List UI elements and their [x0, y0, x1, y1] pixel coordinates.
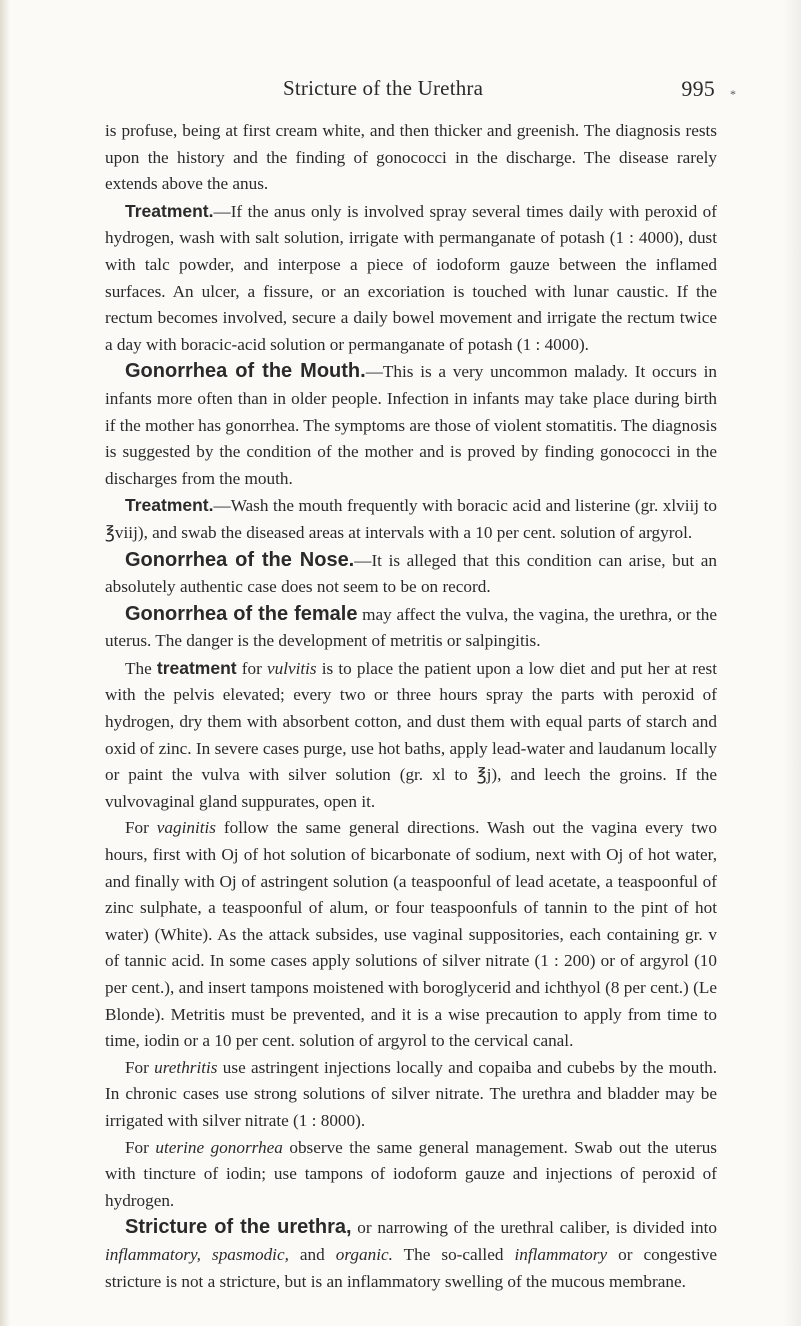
paragraph-text: or narrowing of the urethral caliber, is divided into [351, 1218, 717, 1238]
run-in-heading: Gonorrhea of the female [125, 602, 358, 625]
paragraph-text: use astringent injections locally and copaiba and cubebs by the mouth. In chronic cases use strong solutions of silver nitrate. The urethra and bladder may be irrigated with silver nitrate (1 : 8000). [105, 1057, 717, 1130]
paragraph [105, 198, 717, 359]
paragraph-text: For [125, 1057, 155, 1077]
paragraph-text: The [125, 658, 157, 678]
paragraph [105, 1055, 717, 1135]
margin-mark: * [730, 87, 736, 101]
run-in-heading: Stricture of the urethra, [125, 1216, 352, 1239]
paragraph-text: —If the anus only is involved spray several times daily with peroxid of hydrogen, wash with salt solution, irrigate with permanganate of potash (1 : 4000), dust with talc powder, and interpose a piece of iodoform gauze between the inflamed surfaces. An ulcer, a fissure, or an excoriation is touched with lunar caustic. If the rectum becomes involved, secure a daily bowel movement and irrigate the rectum twice a day with boracic-acid solution or permanganate of potash (1 : 4000). [105, 201, 717, 354]
page-edge-shadow [783, 0, 801, 1326]
paragraph [105, 655, 717, 816]
run-in-heading: Treatment. [125, 200, 214, 221]
running-title: Stricture of the Urethra [283, 76, 484, 100]
paragraph [105, 118, 717, 198]
paragraph-text: —Wash the mouth frequently with boracic acid and listerine (gr. xlviij to ℥viij), and swab the diseased areas at intervals with a 10 per cent. solution of argyrol. [105, 496, 717, 542]
paragraph-text: For [125, 1137, 156, 1157]
page-number: 995 [681, 76, 715, 101]
paragraph-text: may affect the vulva, the vagina, the urethra, or the uterus. The danger is the development of metritis or salpingitis. [105, 604, 717, 651]
italic-term: vaginitis [156, 818, 216, 838]
paragraph-text: The so-called [392, 1244, 515, 1264]
italic-term: urethritis [154, 1057, 218, 1077]
paragraph [105, 358, 717, 492]
body-text [105, 118, 717, 1295]
paragraph-text: is to place the patient upon a low diet and put her at rest with the pelvis elevated; every two or three hours spray the parts with peroxid of hydrogen, dry them with absorbent cotton, and dust them with equal parts of starch and oxid of zinc. In severe cases purge, use hot baths, apply lead-water and laudanum locally or paint the vulva with silver solution (gr. xl to ℥j), and leech the groins. If the vulvovaginal gland suppurates, open it. [105, 658, 718, 811]
paragraph-text: observe the same general management. Swab out the uterus with tincture of iodin; use tampons of iodoform gauze and injections of peroxid of hydrogen. [105, 1137, 717, 1210]
italic-term: inflammatory [514, 1244, 608, 1264]
paragraph-text: follow the same general directions. Wash out the vagina every two hours, first with Oj of hot solution of bicarbonate of sodium, next with Oj of hot water, and finally with Oj of astringent solution (a teaspoonful of lead acetate, a teaspoonful of zinc sulphate, a teaspoonful of alum, or four teaspoonfuls of tannin to the pint of hot water) (White). As the attack subsides, use vaginal suppositories, each containing gr. v of tannic acid. In some cases apply solutions of silver nitrate (1 : 200) or of argyrol (10 per cent.), and insert tampons moistened with boroglycerid and ichthyol (8 per cent.) (Le Blonde). Metritis must be prevented, and it is a wise precaution to apply from time to time, iodin or a 10 per cent. solution of argyrol to the cervical canal. [105, 818, 717, 1051]
run-in-heading: Gonorrhea of the Nose. [125, 548, 355, 571]
paragraph-text: is profuse, being at first cream white, and then thicker and greenish. The diagnosis rests upon the history and the finding of gonococci in the discharge. The disease rarely extends above the anus. [105, 121, 717, 194]
paragraph [105, 547, 717, 601]
italic-term: uterine gonorrhea [155, 1137, 283, 1157]
paragraph-text: or congestive stricture is not a stricture, but is an inflammatory swelling of the mucous membrane. [105, 1244, 717, 1291]
page-edge-stain [0, 0, 10, 1326]
run-in-heading: Treatment. [125, 495, 214, 516]
run-in-heading: treatment [156, 657, 237, 678]
paragraph-text: —It is alleged that this condition can arise, but an absolutely authentic case does not seem to be on record. [105, 550, 717, 597]
paragraph [105, 815, 717, 1054]
paragraph-text: —This is a very uncommon malady. It occurs in infants more often than in older people. Infection in infants may take place during birth if the mother has gonorrhea. The symptoms are those of violent stomatitis. The diagnosis is suggested by the condition of the mother and is proved by finding gonococci in the discharges from the mouth. [105, 362, 717, 488]
paragraph [105, 492, 717, 546]
italic-term: inflammatory, spasmodic, [105, 1244, 289, 1264]
italic-term: organic. [335, 1244, 393, 1264]
paragraph-text: for [236, 658, 267, 678]
italic-term: vulvitis [266, 658, 317, 678]
paragraph [105, 601, 717, 655]
paragraph-text: and [288, 1244, 336, 1264]
run-in-heading: Gonorrhea of the Mouth. [125, 360, 366, 383]
paragraph-text: For [125, 818, 157, 838]
paragraph [105, 1214, 717, 1295]
paragraph [105, 1135, 717, 1215]
